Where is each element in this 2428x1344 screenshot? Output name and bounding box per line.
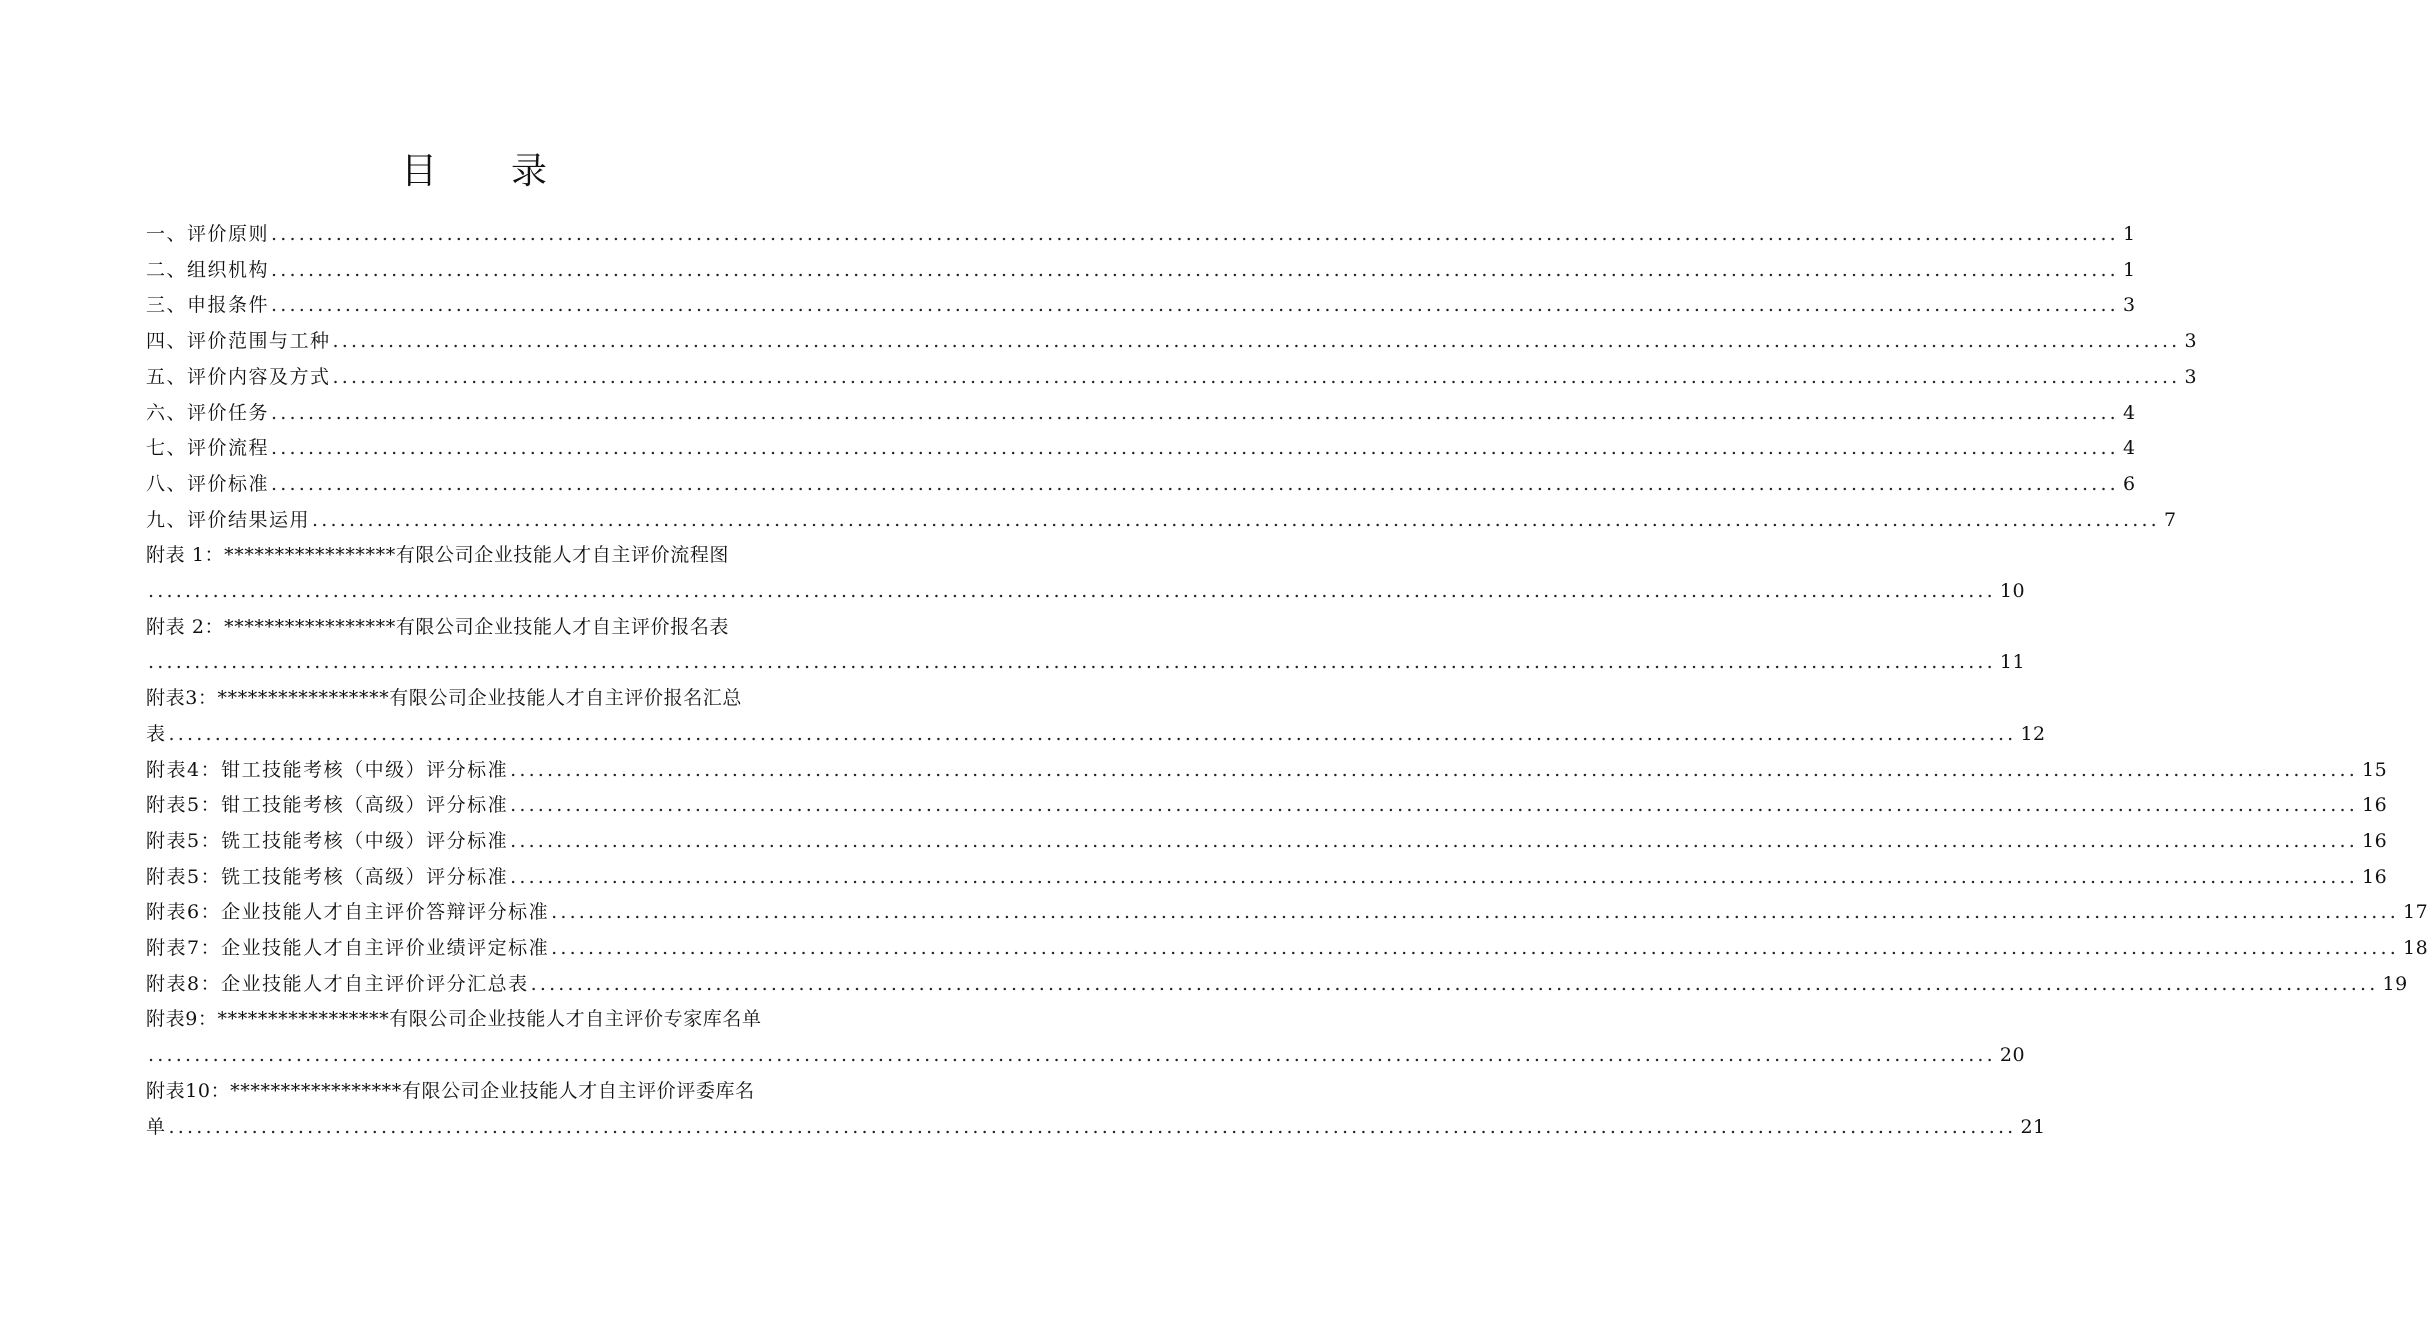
- dot-leader: ........................................................................................................................................................................................................: [510, 794, 2359, 817]
- toc-page-number: 16: [2362, 794, 2388, 817]
- toc-entry[interactable]: [146, 468, 2136, 500]
- dot-leader: ........................................................................................................................................................................................................: [312, 508, 2160, 531]
- toc-entry-label: 附表5：铣工技能考核（中级）评分标准: [146, 829, 509, 852]
- toc-entry-label: 附表6：企业技能人才自主评价答辩评分标准: [146, 901, 550, 924]
- toc-entry[interactable]: [146, 646, 2026, 678]
- toc-page-number: 15: [2362, 758, 2388, 781]
- toc-entry-line1[interactable]: [146, 611, 806, 643]
- toc-entry-label: 附表 2：*****************有限公司企业技能人才自主评价报名表: [146, 615, 730, 638]
- dot-leader: ........................................................................................................................................................................................................: [551, 937, 2400, 959]
- toc-page-number: 17: [2403, 901, 2428, 924]
- toc-entry-label: 附表4：钳工技能考核（中级）评分标准: [146, 758, 509, 781]
- toc-entry[interactable]: [146, 432, 2136, 464]
- toc-page-number: 21: [2020, 1115, 2046, 1138]
- toc-entry-label: 八、评价标准: [146, 472, 270, 495]
- toc-entry[interactable]: [146, 754, 2388, 786]
- dot-leader: ........................................................................................................................................................................................................: [168, 1115, 2017, 1138]
- toc-entry[interactable]: [146, 789, 2388, 821]
- toc-entry-label: 九、评价结果运用: [146, 508, 311, 531]
- toc-entry-label: 五、评价内容及方式: [146, 365, 331, 388]
- dot-leader: ........................................................................................................................................................................................................: [510, 865, 2359, 888]
- toc-entry-label: 附表5：铣工技能考核（高级）评分标准: [146, 865, 509, 888]
- dot-leader: ........................................................................................................................................................................................................: [510, 758, 2359, 781]
- toc-page-number: 20: [1999, 1044, 2026, 1067]
- toc-entry-label: 三、申报条件: [146, 294, 270, 317]
- toc-entry[interactable]: [146, 289, 2136, 321]
- toc-entry-label: 表: [146, 722, 167, 745]
- toc-entry[interactable]: [146, 718, 2046, 750]
- toc-entry-line1[interactable]: [146, 682, 806, 714]
- toc-page-number: 11: [1999, 651, 2026, 674]
- toc-entry-line1[interactable]: [146, 1003, 806, 1035]
- toc-entry[interactable]: [146, 504, 2177, 536]
- dot-leader: ........................................................................................................................................................................................................: [271, 437, 2119, 460]
- toc-entry[interactable]: [146, 218, 2136, 250]
- dot-leader: ........................................................................................................................................................................................................: [271, 401, 2119, 424]
- toc-entry-label: 附表7：企业技能人才自主评价业绩评定标准: [146, 937, 550, 959]
- title-char-1: 目: [400, 151, 439, 192]
- toc-entry-label: 七、评价流程: [146, 437, 270, 460]
- toc-entry[interactable]: [146, 1111, 2046, 1143]
- toc-entry-label: 一、评价原则: [146, 223, 270, 245]
- toc-entry[interactable]: [146, 896, 2428, 928]
- dot-leader: ........................................................................................................................................................................................................: [551, 901, 2400, 924]
- dot-leader: ........................................................................................................................................................................................................: [271, 258, 2119, 281]
- toc-entry-label: 附表10：*****************有限公司企业技能人才自主评价评委库名: [146, 1079, 755, 1102]
- toc-page-number: 12: [2020, 722, 2046, 745]
- toc-page-number: 7: [2163, 508, 2177, 531]
- dot-leader: ........................................................................................................................................................................................................: [271, 223, 2119, 245]
- toc-entry-line1[interactable]: [146, 1075, 806, 1107]
- toc-entry[interactable]: [146, 932, 2428, 964]
- page-title: [0, 146, 950, 198]
- toc-entry[interactable]: [146, 575, 2026, 607]
- toc-entry[interactable]: [146, 968, 2408, 1000]
- toc-entry[interactable]: [146, 325, 2198, 357]
- toc-entry-line1[interactable]: [146, 539, 806, 571]
- toc-entry-label: 六、评价任务: [146, 401, 270, 424]
- toc-entry[interactable]: [146, 825, 2388, 857]
- toc-entry[interactable]: [146, 254, 2136, 286]
- toc-entry-label: 四、评价范围与工种: [146, 330, 331, 353]
- toc-page-number: 10: [1999, 580, 2026, 602]
- toc-page-number: 1: [2122, 258, 2136, 281]
- toc-page-number: 1: [2122, 223, 2136, 245]
- toc-entry-label: 二、组织机构: [146, 258, 270, 281]
- toc-page-number: 4: [2122, 437, 2136, 460]
- dot-leader: ........................................................................................................................................................................................................: [148, 651, 1996, 674]
- toc-entry[interactable]: [146, 861, 2388, 893]
- dot-leader: ........................................................................................................................................................................................................: [530, 972, 2379, 995]
- dot-leader: ........................................................................................................................................................................................................: [271, 294, 2119, 317]
- dot-leader: ........................................................................................................................................................................................................: [168, 722, 2017, 745]
- toc-page-number: 6: [2122, 472, 2136, 495]
- toc-page-number: 3: [2122, 294, 2136, 317]
- toc-entry-label: 附表5：钳工技能考核（高级）评分标准: [146, 794, 509, 817]
- title-char-2: 录: [511, 151, 550, 192]
- toc-page-number: 19: [2382, 972, 2408, 995]
- toc-entry[interactable]: [146, 1039, 2026, 1071]
- toc-entry-label: 附表 1：*****************有限公司企业技能人才自主评价流程图: [146, 544, 730, 567]
- toc-page-number: 4: [2122, 401, 2136, 424]
- toc-page-number: 3: [2184, 330, 2198, 353]
- dot-leader: ........................................................................................................................................................................................................: [148, 1044, 1996, 1067]
- toc-entry[interactable]: [146, 397, 2136, 429]
- dot-leader: ........................................................................................................................................................................................................: [332, 365, 2181, 388]
- dot-leader: ........................................................................................................................................................................................................: [148, 580, 1996, 602]
- toc-entry-label: 附表8：企业技能人才自主评价评分汇总表: [146, 972, 529, 995]
- toc-entry-label: 附表9：*****************有限公司企业技能人才自主评价专家库名单: [146, 1008, 762, 1031]
- dot-leader: ........................................................................................................................................................................................................: [332, 330, 2181, 353]
- dot-leader: ........................................................................................................................................................................................................: [510, 829, 2359, 852]
- toc-page-number: 18: [2403, 937, 2428, 959]
- dot-leader: ........................................................................................................................................................................................................: [271, 472, 2119, 495]
- toc-page-number: 16: [2362, 829, 2388, 852]
- toc-entry-label: 附表3：*****************有限公司企业技能人才自主评价报名汇总: [146, 687, 742, 710]
- toc-entry-label: 单: [146, 1115, 167, 1138]
- toc-page-number: 3: [2184, 365, 2198, 388]
- toc-page-number: 16: [2362, 865, 2388, 888]
- toc-entry[interactable]: [146, 361, 2198, 393]
